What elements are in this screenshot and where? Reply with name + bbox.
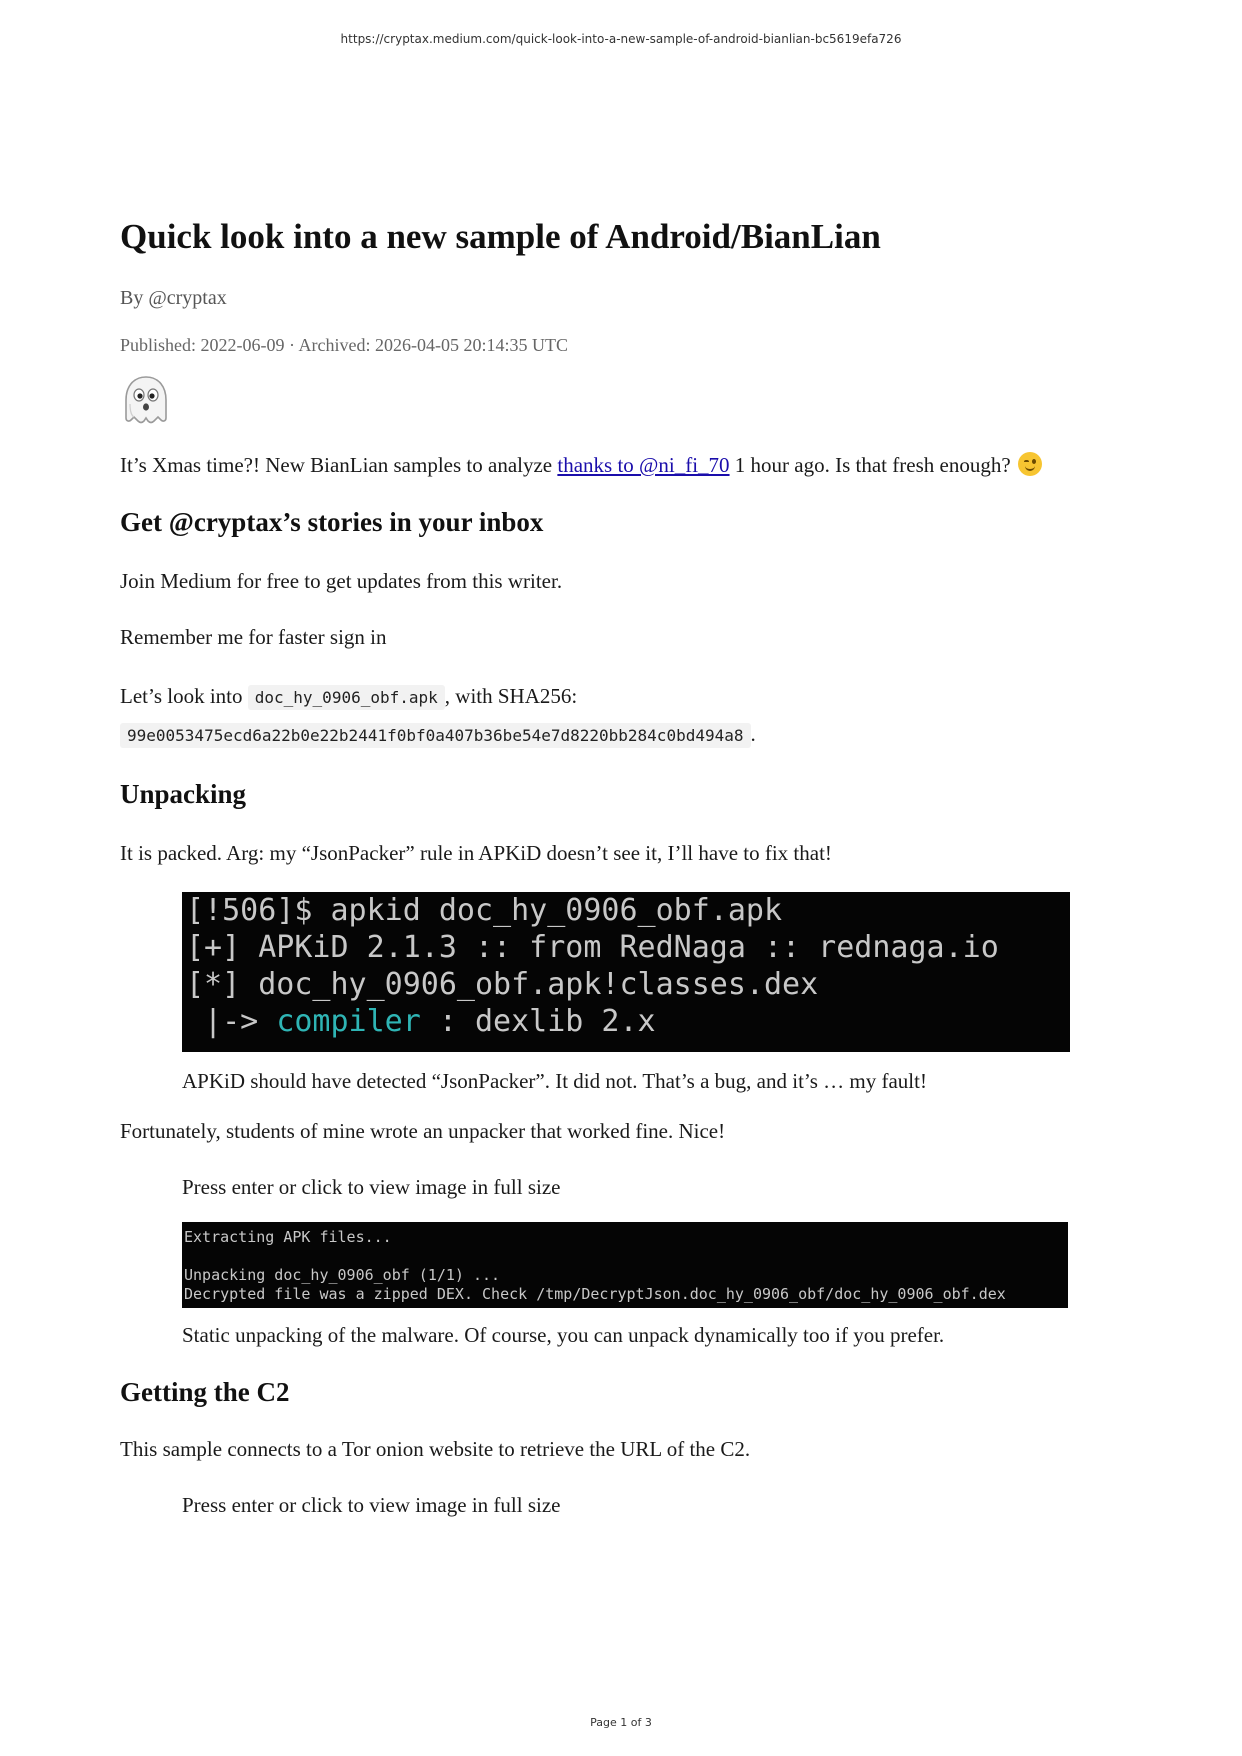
fortunately-text: Fortunately, students of mine wrote an unpacker that worked fine. Nice!	[120, 1119, 726, 1143]
caption-apkid: APKiD should have detected “JsonPacker”. It did not. That’s a bug, and it’s … my fault!	[182, 1069, 927, 1093]
terminal-line: [!506]$ apkid doc_hy_0906_obf.apk	[186, 893, 783, 928]
press-enter-hint[interactable]: Press enter or click to view image in full size	[182, 1493, 561, 1517]
terminal-cutoff-line	[186, 1040, 1070, 1046]
subscribe-text: Join Medium for free to get updates from this writer.	[120, 569, 563, 593]
caption-unpacker: Static unpacking of the malware. Of course, you can unpack dynamically too if you prefer.	[182, 1323, 945, 1347]
unpacking-text: It is packed. Arg: my “JsonPacker” rule in APKiD doesn’t see it, I’ll have to fix that!	[120, 841, 832, 865]
winking-face-icon	[1018, 452, 1042, 476]
ghost-icon	[120, 374, 172, 426]
terminal-line: Extracting APK files...	[184, 1228, 392, 1246]
c2-heading: Getting the C2	[120, 1377, 290, 1407]
c2-text: This sample connects to a Tor onion website to retrieve the URL of the C2.	[120, 1437, 751, 1461]
page-url: https://cryptax.medium.com/quick-look-into-a-new-sample-of-android-bianlian-bc5619efa726	[340, 32, 902, 46]
press-enter-hint[interactable]: Press enter or click to view image in full size	[182, 1175, 561, 1199]
intro-paragraph: It’s Xmas time?! New BianLian samples to analyze thanks to @ni_fi_70 1 hour ago. Is that fresh enough?	[120, 450, 1090, 480]
publish-info: Published: 2022-06-09 · Archived: 2026-04-05 20:14:35 UTC	[120, 335, 568, 355]
byline: By @cryptax	[120, 287, 227, 309]
terminal-line: Decrypted file was a zipped DEX. Check /tmp/DecryptJson.doc_hy_0906_obf/doc_hy_0906_obf.dex	[184, 1285, 1006, 1303]
page-number: Page 1 of 3	[590, 1716, 652, 1729]
apk-filename: doc_hy_0906_obf.apk	[248, 685, 445, 710]
unpacking-heading: Unpacking	[120, 779, 247, 809]
subscribe-heading: Get @cryptax’s stories in your inbox	[120, 507, 544, 537]
remember-text: Remember me for faster sign in	[120, 625, 387, 649]
apkid-terminal-screenshot[interactable]	[182, 892, 1070, 1052]
article	[120, 210, 1090, 1520]
terminal-line: [+] APKiD 2.1.3 :: from RedNaga :: rednaga.io	[186, 930, 999, 965]
thanks-link[interactable]: thanks to @ni_fi_70	[557, 453, 730, 477]
terminal-line: [*] doc_hy_0906_obf.apk!classes.dex	[186, 967, 819, 1002]
sha256-hash: 99e0053475ecd6a22b0e22b2441f0bf0a407b36be54e7d8220bb284c0bd494a8	[120, 723, 751, 748]
unpacker-terminal-screenshot[interactable]	[182, 1222, 1068, 1308]
terminal-line: |-> compiler : dexlib 2.x	[186, 1004, 656, 1039]
terminal-line: Unpacking doc_hy_0906_obf (1/1) ...	[184, 1266, 501, 1284]
article-title: Quick look into a new sample of Android/BianLian	[120, 217, 881, 256]
lookinto-paragraph: Let’s look into doc_hy_0906_obf.apk , with SHA256: 99e0053475ecd6a22b0e22b2441f0bf0a407b36be54e7d8220bb284c0bd494a8 .	[120, 684, 756, 746]
